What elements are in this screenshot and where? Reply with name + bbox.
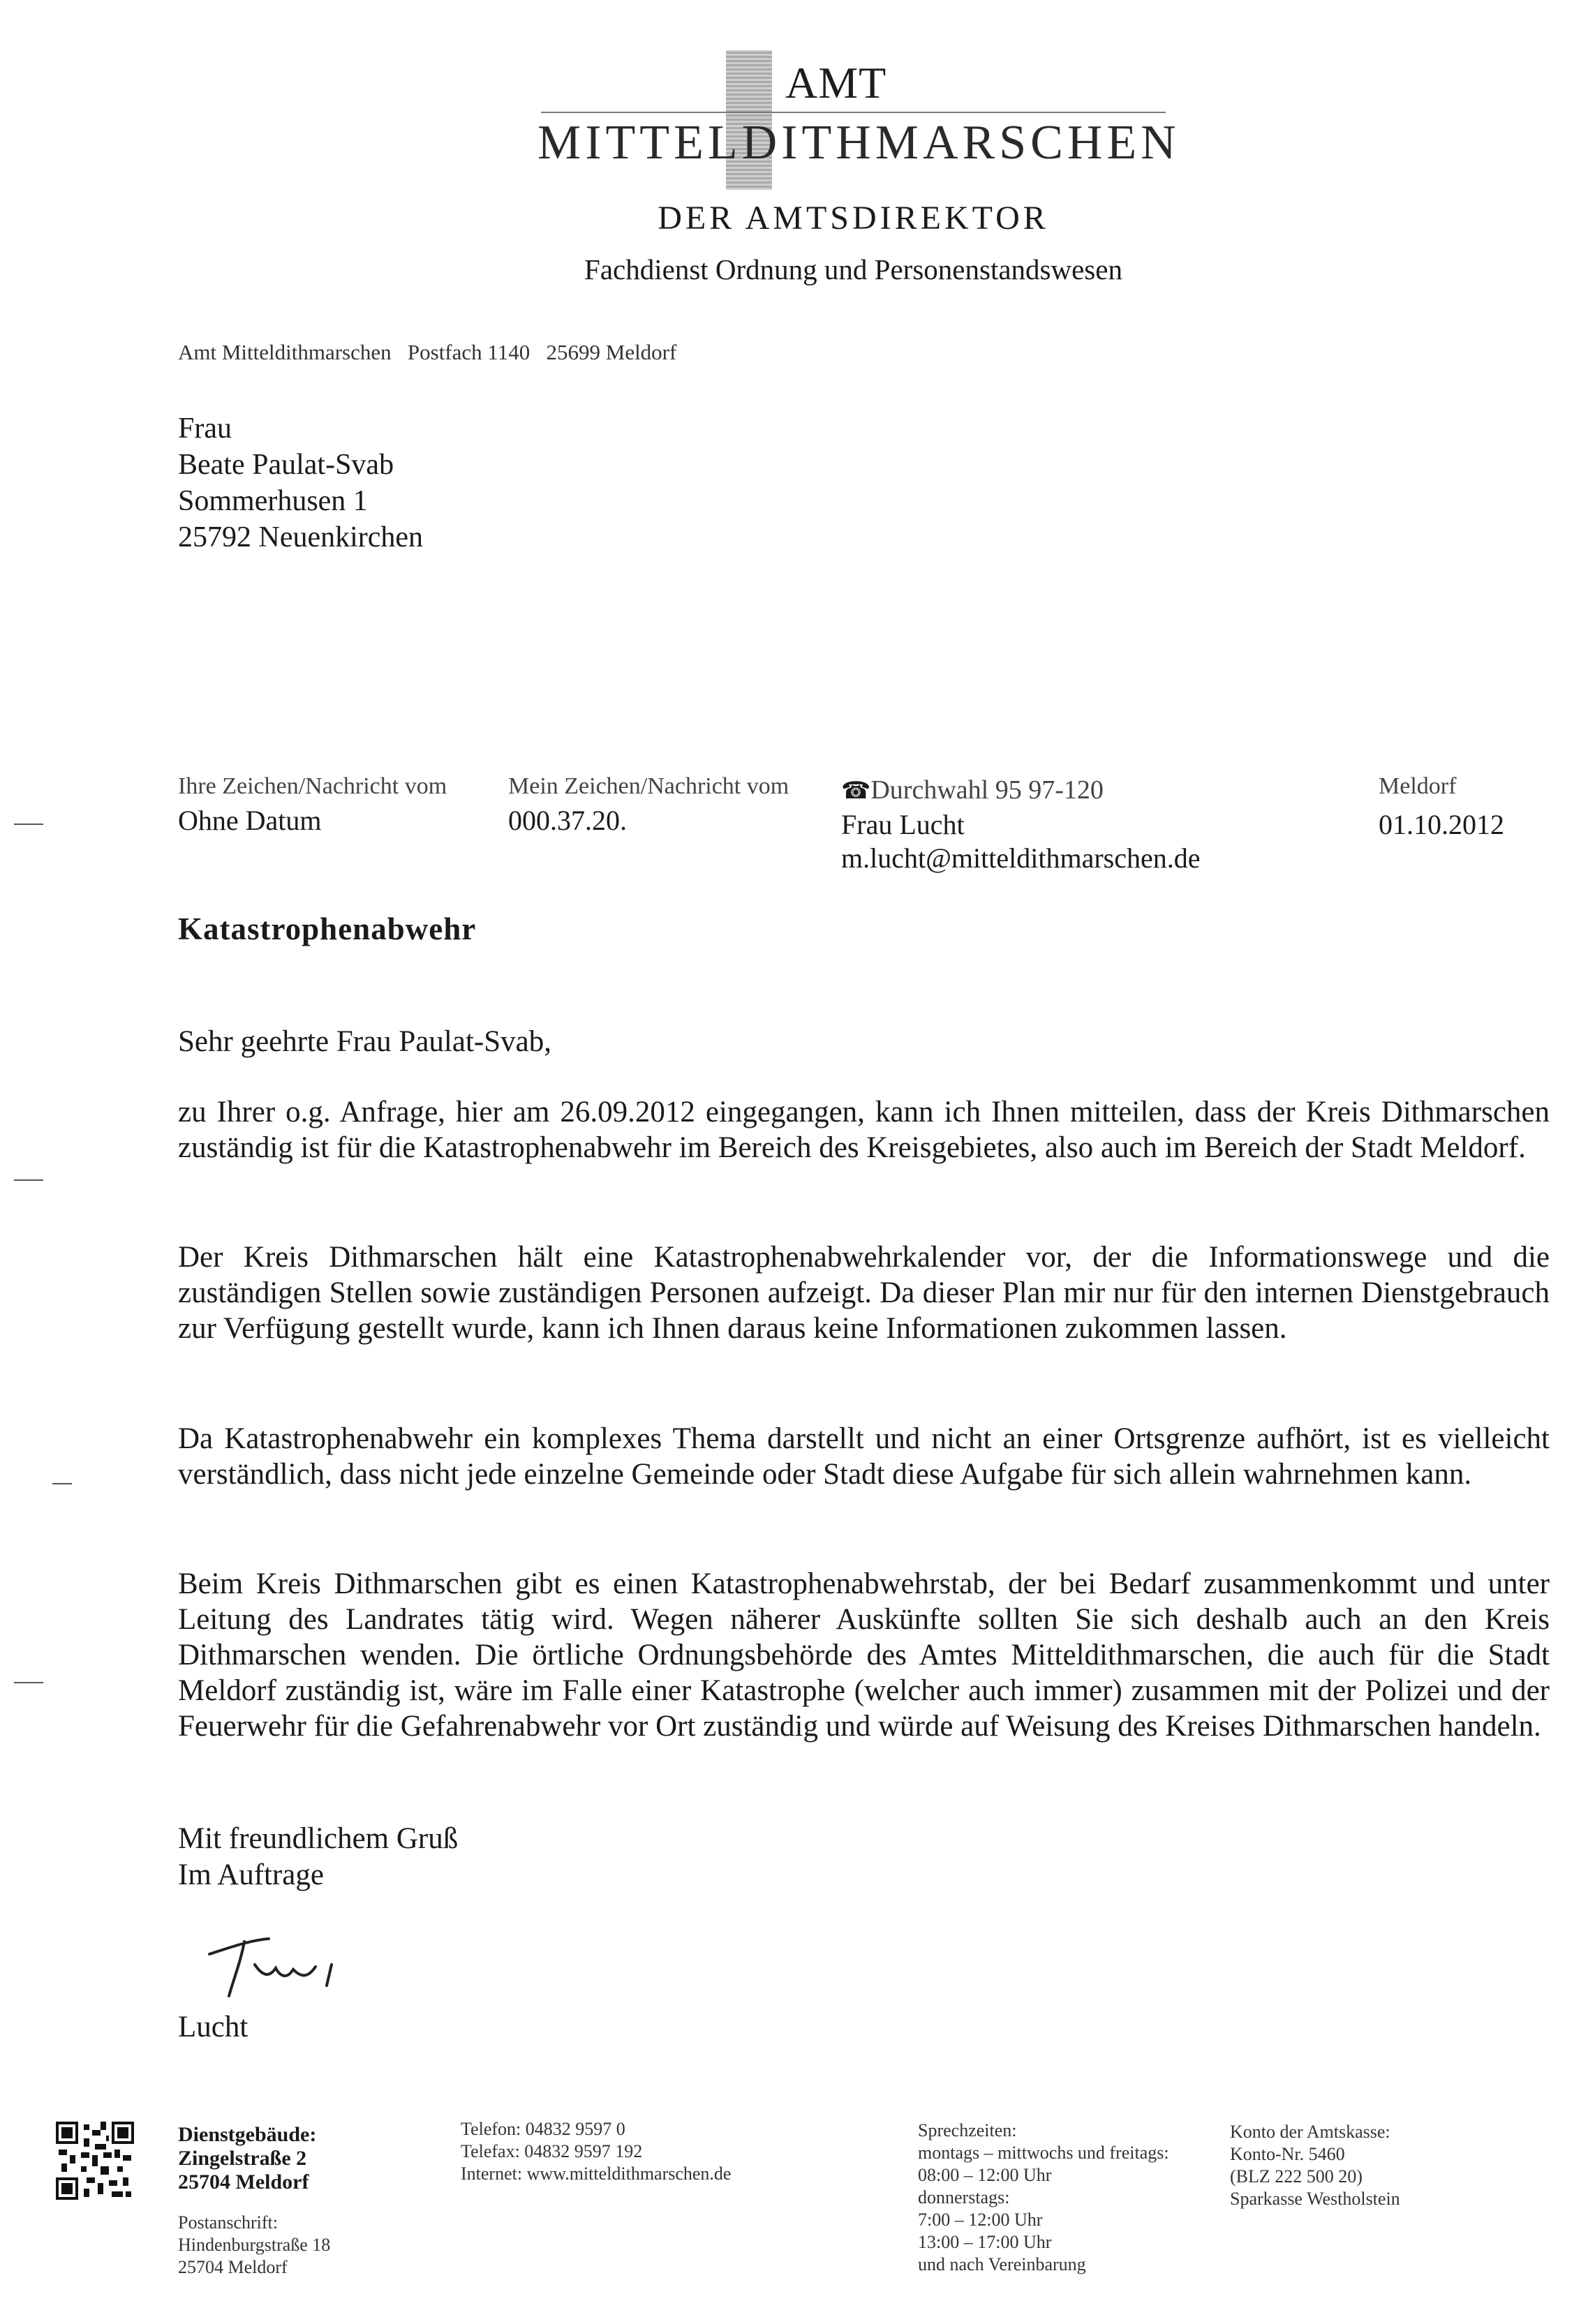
recipient-salutation: Frau (178, 412, 232, 445)
footer-internet[interactable]: Internet: www.mitteldithmarschen.de (461, 2163, 732, 2184)
footer-building-city: 25704 Meldorf (178, 2170, 309, 2193)
footer-postal-label: Postanschrift: (178, 2212, 278, 2233)
footer-hours-line1: montags – mittwochs und freitags: (918, 2143, 1169, 2163)
footer-postal-street: Hindenburgstraße 18 (178, 2235, 331, 2255)
recipient-city: 25792 Neuenkirchen (178, 521, 424, 553)
footer-hours-label: Sprechzeiten: (918, 2120, 1017, 2140)
signer-name: Lucht (178, 2011, 248, 2043)
footer-hours-line3: donnerstags: (918, 2187, 1010, 2207)
logo-name: MITTELDITHMARSCHEN (537, 116, 1180, 170)
subject-line: Katastrophenabwehr (178, 911, 477, 946)
footer-building-street: Zingelstraße 2 (178, 2147, 307, 2170)
footer-postal-city: 25704 Meldorf (178, 2257, 288, 2277)
letterhead-title: DER AMTSDIREKTOR (658, 200, 1049, 237)
footer-building-label: Dienstgebäude: (178, 2123, 317, 2146)
paragraph-1: zu Ihrer o.g. Anfrage, hier am 26.09.2012 eingegangen, kann ich Ihnen mitteilen, dass der Kreis Dithmarschen zuständig ist für die Katastrophenabwehr im Bereich des Kreisgebietes, also auch im Bereich der Stadt Meldorf. (178, 1096, 1550, 1164)
contact-email[interactable]: m.lucht@mitteldithmarschen.de (841, 842, 1201, 874)
footer-hours-line6: und nach Vereinbarung (918, 2254, 1086, 2274)
closing-regards: Mit freundlichem Gruß (178, 1822, 459, 1855)
paragraph-3: Da Katastrophenabwehr ein komplexes Thema darstellt und nicht an einer Ortsgrenze aufhört, ist es vielleicht verständlich, dass nicht jede einzelne Gemeinde oder Stadt diese Aufgabe für sich allein wahrnehmen kann. (178, 1422, 1550, 1491)
your-ref-value: Ohne Datum (178, 805, 322, 836)
footer-bank-name: Sparkasse Westholstein (1230, 2189, 1400, 2209)
paragraph-2: Der Kreis Dithmarschen hält eine Katastrophenabwehrkalender vor, der die Informationswege und die zuständigen Stellen sowie zuständigen Personen aufzeigt. Da dieser Plan mir nur für den internen Dienstgebrauch zur Verfügung gestellt wurde, kann ich Ihnen daraus keine Informationen zukommen lassen. (178, 1241, 1550, 1345)
greeting: Sehr geehrte Frau Paulat-Svab, (178, 1025, 551, 1058)
fold-mark-top (14, 824, 43, 825)
logo-rule (541, 112, 1166, 113)
phone-extension: ☎Durchwahl 95 97-120 (841, 775, 1104, 805)
fold-mark-hole (52, 1483, 72, 1484)
qr-code-icon (56, 2122, 134, 2200)
fold-mark-bottom (14, 1682, 43, 1683)
footer-bank-blz: (BLZ 222 500 20) (1230, 2166, 1363, 2187)
recipient-street: Sommerhusen 1 (178, 485, 368, 517)
letterhead-department: Fachdienst Ordnung und Personenstandswesen (584, 253, 1122, 285)
letter-date: 01.10.2012 (1379, 809, 1504, 840)
sender-return-line: Amt Mitteldithmarschen Postfach 1140 25699 Meldorf (178, 340, 677, 364)
footer-bank-account: Konto-Nr. 5460 (1230, 2144, 1345, 2164)
fold-mark-middle (14, 1179, 43, 1181)
my-ref-value: 000.37.20. (508, 805, 627, 836)
closing-on-behalf: Im Auftrage (178, 1859, 324, 1891)
your-ref-label: Ihre Zeichen/Nachricht vom (178, 773, 447, 799)
handwritten-signature (202, 1926, 370, 2003)
footer-fax: Telefax: 04832 9597 192 (461, 2141, 643, 2161)
footer-hours-line4: 7:00 – 12:00 Uhr (918, 2210, 1043, 2230)
place-label: Meldorf (1379, 773, 1457, 799)
paragraph-4: Beim Kreis Dithmarschen gibt es einen Katastrophenabwehrstab, der bei Bedarf zusammenkommt und unter Leitung des Landrates tätig wird. Wegen näherer Auskünfte sollten Sie sich deshalb auch an den Kreis Dithmarschen wenden. Die örtliche Ordnungsbehörde des Amtes Mitteldithmarschen, die auch für die Stadt Meldorf zuständig ist, wäre im Falle einer Katastrophe (welcher auch immer) zusammen mit der Polizei und der Feuerwehr für die Gefahrenabwehr vor Ort zuständig und würde auf Weisung des Kreises Dithmarschen handeln. (178, 1567, 1550, 1743)
my-ref-label: Mein Zeichen/Nachricht vom (508, 773, 789, 799)
recipient-name: Beate Paulat-Svab (178, 449, 394, 481)
footer-bank-label: Konto der Amtskasse: (1230, 2122, 1390, 2142)
telephone-icon: ☎ (841, 778, 871, 804)
contact-name: Frau Lucht (841, 809, 965, 840)
footer-hours-line2: 08:00 – 12:00 Uhr (918, 2165, 1052, 2185)
footer-hours-line5: 13:00 – 17:00 Uhr (918, 2232, 1052, 2252)
logo-amt: AMT (785, 58, 887, 107)
footer-phone: Telefon: 04832 9597 0 (461, 2119, 625, 2139)
